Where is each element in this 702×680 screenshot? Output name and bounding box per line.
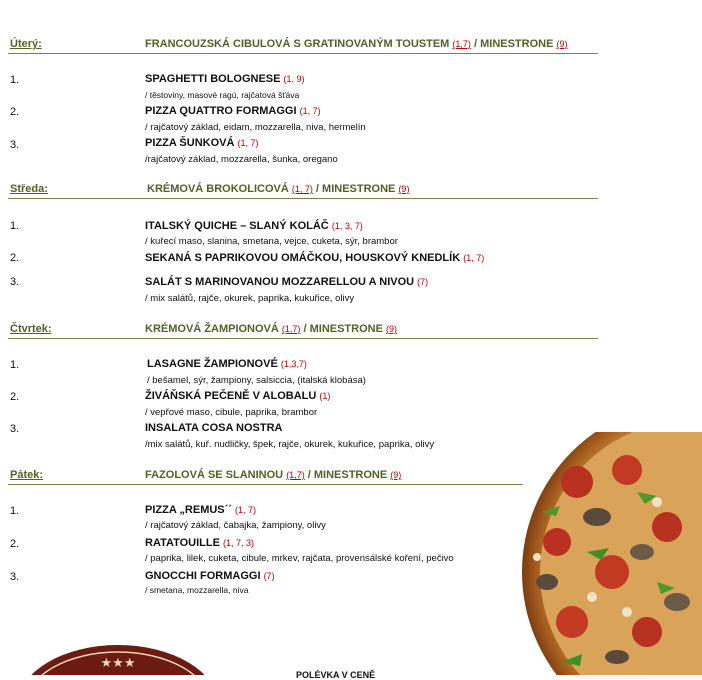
day-heading-friday: Pátek:	[10, 469, 44, 481]
dish-name	[145, 220, 363, 232]
item-number: 1.	[10, 505, 20, 517]
dish-allergens: (1, 7)	[463, 253, 485, 263]
dish-name	[145, 276, 428, 288]
soup-line-tuesday	[145, 38, 568, 50]
soup-name: KRÉMOVÁ BROKOLICOVÁ	[147, 183, 289, 195]
dish-description: / mix salátů, rajče, okurek, paprika, kukuřice, olivy	[145, 293, 355, 304]
pizza-image	[517, 432, 702, 675]
soup-line-thursday	[145, 323, 397, 335]
dish-title: SEKANÁ S PAPRIKOVOU OMÁČKOU, HOUSKOVÝ KNEDLÍK	[145, 252, 461, 264]
soup-alt-name: MINESTRONE	[313, 469, 388, 481]
day-heading-tuesday: Úterý:	[10, 38, 42, 50]
dish-description: / kuřecí maso, slanina, smetana, vejce, cuketa, sýr, brambor	[145, 236, 398, 247]
soup-separator: /	[300, 323, 310, 335]
footer-partial-text: POLÉVKA V CENĚ	[296, 670, 376, 680]
soup-alt-allergens: (9)	[556, 39, 568, 49]
dish-allergens: (1, 9)	[283, 74, 305, 84]
soup-separator: /	[470, 38, 481, 50]
dish-title: PIZZA „REMUS´´	[145, 504, 232, 516]
section-divider	[8, 484, 523, 485]
dish-allergens: (1,3,7)	[280, 359, 307, 369]
dish-description: / paprika, lilek, cuketa, cibule, mrkev, rajčata, provensálské koření, pečivo	[145, 553, 454, 564]
dish-title: SPAGHETTI BOLOGNESE	[145, 73, 281, 85]
dish-allergens: (1, 3, 7)	[331, 221, 363, 231]
item-number: 3.	[10, 276, 20, 288]
day-heading-wednesday: Středa:	[10, 183, 48, 195]
dish-allergens: (1, 7)	[235, 505, 257, 515]
dish-name	[145, 73, 305, 85]
soup-line-friday	[145, 469, 401, 481]
item-number: 1.	[10, 359, 20, 371]
dish-name	[145, 504, 256, 516]
dish-title: ITALSKÝ QUICHE – SLANÝ KOLÁČ	[145, 220, 329, 232]
soup-alt-allergens: (9)	[386, 324, 397, 334]
dish-title: GNOCCHI FORMAGGI	[145, 570, 261, 582]
soup-alt-name: MINESTRONE	[480, 38, 554, 50]
soup-alt-allergens: (9)	[390, 470, 402, 480]
item-number: 2.	[10, 391, 20, 403]
item-number: 2.	[10, 106, 20, 118]
soup-alt-name: MINESTRONE	[309, 323, 383, 335]
dish-description: / těstoviny, masové ragú, rajčatová šťáva	[145, 90, 300, 100]
item-number: 2.	[10, 538, 20, 550]
dish-allergens: (7)	[263, 571, 275, 581]
section-divider	[8, 198, 598, 199]
dish-allergens: (1, 7)	[237, 138, 259, 148]
dish-description: /mix salátů, kuř. nudličky, špek, rajče, okurek, kukuřice, paprika, olivy	[145, 439, 435, 450]
dish-name	[145, 537, 254, 549]
soup-name: FAZOLOVÁ SE SLANINOU	[145, 469, 284, 481]
item-number: 3.	[10, 423, 20, 435]
dish-allergens: (1, 7, 3)	[223, 538, 255, 548]
dish-name	[145, 105, 321, 117]
dish-description: /rajčatový základ, mozzarella, šunka, oregano	[145, 154, 338, 165]
dish-description: / rajčatový základ, čabajka, žampiony, olivy	[145, 520, 326, 531]
dish-description: / rajčatový základ, eidam, mozzarella, niva, hermelín	[145, 122, 366, 133]
item-number: 1.	[10, 74, 20, 86]
soup-allergens: (1,7)	[452, 39, 471, 49]
soup-separator: /	[304, 469, 314, 481]
dish-title: LASAGNE ŽAMPIONOVÉ	[147, 358, 278, 370]
soup-alt-name: MINESTRONE	[322, 183, 396, 195]
dish-name	[145, 570, 275, 582]
item-number: 3.	[10, 139, 20, 151]
soup-name: FRANCOUZSKÁ CIBULOVÁ S GRATINOVANÝM TOUSTEM	[145, 38, 450, 50]
item-number: 1.	[10, 220, 20, 232]
dish-title: INSALATA COSA NOSTRA	[145, 422, 283, 434]
dish-title: SALÁT S MARINOVANOU MOZZARELLOU A NIVOU	[145, 276, 415, 288]
dish-description: / smetana, mozzarella, niva	[145, 585, 249, 595]
dish-allergens: (1, 7)	[299, 106, 321, 116]
dish-name	[145, 137, 259, 149]
soup-separator: /	[312, 183, 323, 195]
dish-name	[145, 390, 330, 402]
day-heading-thursday: Čtvrtek:	[10, 323, 52, 335]
dish-allergens: (1)	[319, 391, 331, 401]
soup-name: KRÉMOVÁ ŽAMPIONOVÁ	[145, 323, 279, 335]
dish-allergens: (7)	[417, 277, 429, 287]
soup-allergens: (1,7)	[286, 470, 305, 480]
dish-title: PIZZA QUATTRO FORMAGGI	[145, 105, 297, 117]
soup-line-wednesday	[147, 183, 409, 195]
svg-text:★★★: ★★★	[100, 656, 136, 671]
section-divider	[8, 53, 598, 54]
dish-description: / vepřové maso, cibule, paprika, brambor	[145, 407, 318, 418]
dish-title: ŽIVÁŇSKÁ PEČENĚ V ALOBALU	[145, 390, 317, 402]
dish-title: RATATOUILLE	[145, 537, 220, 549]
section-divider	[8, 338, 598, 339]
soup-allergens: (1, 7)	[291, 184, 313, 194]
dish-description: / bešamel, sýr, žampiony, salsiccia, (italská klobása)	[147, 375, 366, 386]
soup-alt-allergens: (9)	[398, 184, 410, 194]
dish-name	[145, 252, 484, 264]
item-number: 3.	[10, 571, 20, 583]
dish-name	[147, 358, 307, 370]
item-number: 2.	[10, 252, 20, 264]
soup-allergens: (1,7)	[281, 324, 301, 334]
restaurant-logo-badge	[18, 643, 218, 675]
dish-name	[145, 422, 283, 434]
dish-title: PIZZA ŠUNKOVÁ	[145, 137, 235, 149]
